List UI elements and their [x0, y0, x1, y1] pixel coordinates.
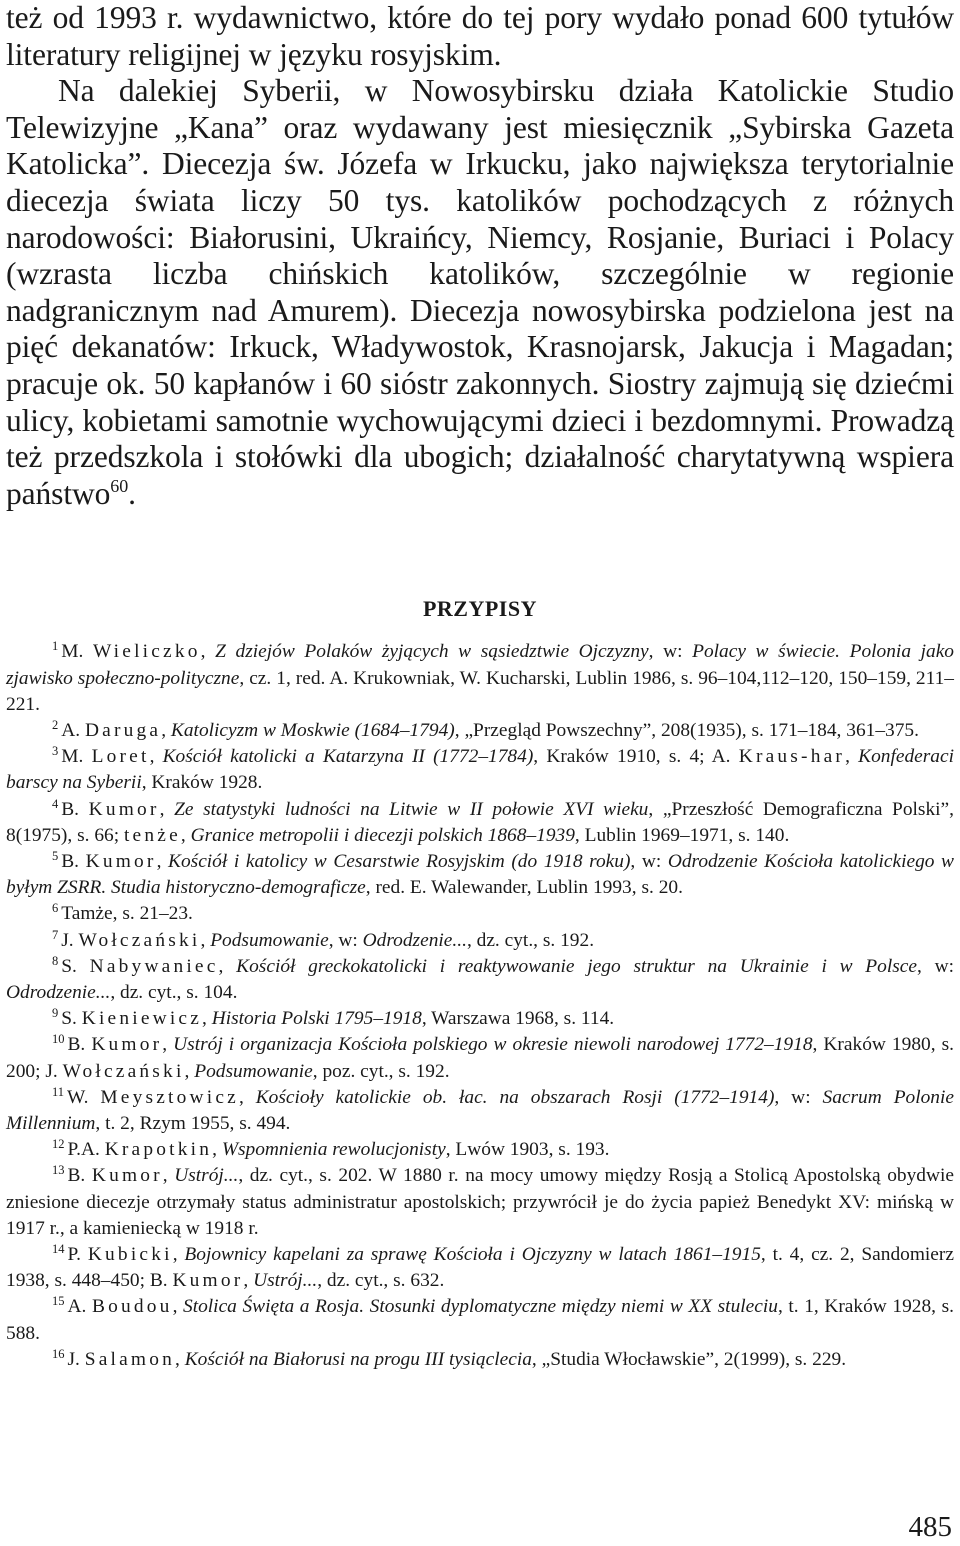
fn-author: Daruga	[84, 719, 162, 741]
fn-text: , w:	[774, 1086, 823, 1108]
fn-text: B.	[61, 850, 86, 872]
footnote-number: 15	[52, 1294, 65, 1309]
fn-author: Kumor	[172, 1270, 244, 1292]
fn-title: Kościół i katolicy w Cesarstwie Rosyjskim (do 1918 roku)	[168, 850, 631, 872]
footnote-8	[6, 954, 954, 1006]
footnote-6	[6, 901, 954, 927]
fn-title: Odrodzenie...	[6, 981, 111, 1003]
fn-author: Kubicki	[87, 1243, 173, 1265]
fn-text: , Lwów 1903, s. 193.	[445, 1139, 610, 1161]
fn-text: ,	[238, 1086, 256, 1108]
fn-text: , Kraków 1980, s. 200; J.	[6, 1034, 955, 1082]
footnote-number: 10	[52, 1032, 65, 1047]
section-heading-przypisy: PRZYPISY	[422, 596, 537, 622]
fn-title: Ustrój...	[253, 1270, 318, 1292]
fn-author: tenże	[123, 824, 181, 846]
fn-author: Kumor	[91, 1165, 163, 1187]
fn-text: ,	[161, 719, 171, 741]
fn-text: , t. 4, cz. 2, Sandomierz 1938, s. 448–450; B.	[6, 1243, 954, 1292]
fn-text: , t. 2, Rzym 1955, s. 494.	[95, 1112, 291, 1134]
fn-text: ,	[162, 1034, 174, 1056]
fn-title: Katolicyzm w Moskwie (1684–1794)	[170, 719, 455, 741]
footnote-number: 2	[52, 717, 59, 732]
footnotes-list	[6, 639, 954, 1373]
fn-text: , t. 1, Kraków 1928, s. 588.	[6, 1296, 954, 1344]
footnote-number: 4	[52, 796, 59, 811]
fn-title: Kościoły katolickie ob. łac. na obszarach Rosji (1772–1914)	[255, 1086, 775, 1108]
fn-title: Kościół na Białorusi na progu III tysiąclecia	[184, 1348, 532, 1370]
footnote-14	[6, 1242, 954, 1294]
fn-text: ,	[175, 1348, 185, 1370]
fn-title: Kościół greckokatolicki i reaktywowanie jego struktur na Ukrainie i w Polsce	[236, 955, 917, 977]
fn-title: Wspomnienia rewolucjonisty	[221, 1139, 446, 1161]
footnote-ref-60[interactable]: 60	[110, 475, 129, 496]
footnote-10	[6, 1032, 954, 1084]
fn-title: Stolica Święta a Rosja. Stosunki dyplomatyczne między niemi w XX stuleciu	[183, 1296, 778, 1318]
fn-text: ,	[159, 798, 175, 820]
fn-text: ,	[156, 850, 169, 872]
fn-author: Krapotkin	[104, 1139, 213, 1161]
fn-text: , w:	[630, 850, 668, 872]
footnote-12	[6, 1137, 954, 1163]
fn-title: Kościół katolicki a Katarzyna II (1772–1784)	[162, 746, 534, 768]
fn-text: ,	[149, 746, 163, 768]
footnote-9	[6, 1006, 954, 1032]
fn-text: , dz. cyt., s. 632.	[317, 1270, 445, 1292]
fn-text: , Lublin 1969–1971, s. 140.	[574, 824, 790, 846]
fn-author: Wołczański	[62, 1060, 185, 1082]
fn-text: ,	[845, 746, 859, 768]
fn-title: Podsumowanie	[210, 929, 329, 951]
fn-title: Polacy w świecie. Polonia jako zjawisko społeczno-polityczne	[6, 641, 955, 689]
fn-title: Odrodzenie...	[362, 929, 467, 951]
fn-title: Odrodzenie Kościoła katolickiego w byłym ZSRR. Studia historyczno-demograficze	[6, 850, 954, 899]
fn-text: ,	[200, 929, 211, 951]
paragraph-siberia-text: Na dalekiej Syberii, w Nowosybirsku działa Katolickie Studio Telewizyjne „Kana” oraz wydawany jest miesięcznik „Sybirska Gazeta Katolicka”. Diecezja św. Józefa w Irkucku, jako największa terytorialnie diecezja świata liczy 50 tys. katolików pochodzących z różnych narodowości: Białorusini, Ukraińcy, Niemcy, Rosjanie, Buriaci i Polacy (wzrasta liczba chińskich katolików, szczególnie w regionie nadgranicznym nad Amurem). Diecezja nowosybirska podzielona jest na pięć dekanatów: Irkuck, Władywostok, Krasnojarsk, Jakucja i Magadan; pracuje ok. 50 kapłanów i 60 sióstr zakonnych. Siostry zajmują się dziećmi ulicy, kobietami samotnie wychowującymi dzieci i bezdomnymi. Prowadzą też przedszkola i stołówki dla ubogich; działalność charytatywną wspiera państwo	[6, 73, 954, 511]
fn-text: J.	[67, 1348, 85, 1370]
fn-title: Ze statystyki ludności na Litwie w II połowie XVI wieku	[174, 798, 649, 820]
fn-author: Boudou	[91, 1296, 173, 1318]
footnote-13	[6, 1163, 954, 1242]
main-text	[6, 0, 954, 512]
fn-text: ,	[180, 824, 191, 846]
footnote-1	[6, 639, 954, 718]
fn-text: M.	[61, 746, 92, 768]
footnote-number: 8	[52, 953, 59, 968]
fn-text: ,	[184, 1060, 195, 1082]
fn-author: Meysztowicz	[100, 1086, 239, 1108]
footnote-16	[6, 1347, 954, 1373]
fn-author: Kraus-har	[738, 746, 846, 768]
fn-title: Granice metropolii i diecezji polskich 1868–1939	[190, 824, 575, 846]
fn-text: B.	[67, 1034, 92, 1056]
footnote-number: 6	[52, 901, 59, 916]
fn-text: S.	[61, 1008, 82, 1030]
fn-author: Nabywaniec	[89, 955, 219, 977]
fn-title: Konfederaci barscy na Syberii	[6, 746, 954, 794]
fn-text: W.	[67, 1086, 101, 1108]
footnote-number: 16	[52, 1346, 65, 1361]
fn-text: P.	[67, 1243, 88, 1265]
fn-text: ,	[172, 1296, 184, 1318]
footnote-number: 1	[52, 639, 59, 654]
fn-text: ,	[212, 1139, 222, 1161]
fn-title: Bojownicy kapelani za sprawę Kościoła i Ojczyzny w latach 1861–1915	[184, 1243, 761, 1265]
footnote-number: 9	[52, 1006, 59, 1021]
footnote-number: 7	[52, 927, 59, 942]
fn-text: ,	[162, 1165, 175, 1187]
page-number: 485	[908, 1511, 952, 1543]
paragraph-end: .	[128, 475, 136, 511]
fn-text: S.	[61, 955, 90, 977]
fn-text: ,	[243, 1270, 254, 1292]
footnote-number: 11	[52, 1084, 65, 1099]
paragraph-continued: też od 1993 r. wydawnictwo, które do tej pory wydało ponad 600 tytułów literatury religijnej w języku rosyjskim.	[6, 0, 954, 72]
fn-author: Salamon	[84, 1348, 176, 1370]
fn-text: Tamże, s. 21–23.	[61, 903, 193, 925]
fn-text: , dz. cyt., s. 202. W 1880 r. na mocy umowy między Rosją a Stolicą Apostolską obydwie zniesione diecezje otrzymały status administratur apostolskich; przywrócił je do życia papież Benedykt XV: mińską w 1917 r., a kamieniecką w 1918 r.	[6, 1165, 954, 1239]
footnote-number: 13	[52, 1163, 65, 1178]
fn-title: Sacrum Polonie Millennium	[6, 1086, 955, 1134]
fn-text: , „Przeszłość Demograficzna Polski”, 8(1975), s. 66;	[6, 798, 954, 846]
fn-text: ,	[172, 1243, 185, 1265]
fn-title: Podsumowanie	[194, 1060, 313, 1082]
footnote-number: 14	[52, 1241, 65, 1256]
fn-text: , cz. 1, red. A. Krukowniak, W. Kucharski, Lublin 1986, s. 96–104,112–120, 150–159, 211–221.	[6, 667, 954, 715]
fn-text: , „Studia Włocławskie”, 2(1999), s. 229.	[531, 1348, 847, 1370]
fn-title: Z dziejów Polaków żyjących w sąsiedztwie Ojczyzny	[215, 641, 649, 663]
footnote-number: 5	[52, 848, 59, 863]
fn-title: Ustrój i organizacja Kościoła polskiego w okresie niewoli narodowej 1772–1918	[173, 1034, 813, 1056]
footnote-2	[6, 718, 954, 744]
fn-author: Kumor	[88, 798, 160, 820]
fn-text: , „Przegląd Powszechny”, 208(1935), s. 171–184, 361–375.	[454, 719, 919, 741]
fn-text: , w:	[328, 929, 363, 951]
fn-text: , dz. cyt., s. 192.	[466, 929, 595, 951]
fn-text: , Kraków 1928.	[141, 772, 263, 794]
fn-text: , w:	[916, 955, 954, 977]
fn-text: , Warszawa 1968, s. 114.	[421, 1008, 615, 1030]
footnote-15	[6, 1294, 954, 1346]
fn-text: B.	[61, 798, 89, 820]
fn-text: , poz. cyt., s. 192.	[312, 1060, 450, 1082]
fn-text: ,	[200, 641, 216, 663]
fn-text: P.A.	[67, 1139, 105, 1161]
fn-text: , dz. cyt., s. 104.	[110, 981, 238, 1003]
footnote-4	[6, 797, 954, 849]
fn-author: Kumor	[91, 1034, 163, 1056]
footnote-3	[6, 744, 954, 796]
fn-author: Kumor	[85, 850, 157, 872]
fn-author: Wieliczko	[92, 641, 201, 663]
fn-text: , Kraków 1910, s. 4; A.	[533, 746, 739, 768]
fn-text: A.	[61, 719, 85, 741]
fn-text: M.	[61, 641, 93, 663]
fn-author: Kieniewicz	[81, 1008, 203, 1030]
footnote-7	[6, 928, 954, 954]
fn-text: , w:	[648, 641, 693, 663]
fn-text: B.	[67, 1165, 92, 1187]
footnote-number: 3	[52, 744, 59, 759]
fn-title: Ustrój...	[174, 1165, 239, 1187]
fn-text: J.	[61, 929, 79, 951]
fn-author: Loret	[91, 746, 150, 768]
fn-text: A.	[67, 1296, 92, 1318]
fn-author: Wołczański	[78, 929, 201, 951]
footnote-5	[6, 849, 954, 901]
fn-text: ,	[218, 955, 237, 977]
fn-text: ,	[202, 1008, 212, 1030]
footnote-11	[6, 1085, 954, 1137]
paragraph-siberia	[6, 73, 954, 512]
fn-text: , red. E. Walewander, Lublin 1993, s. 20.	[365, 877, 683, 899]
footnote-number: 12	[52, 1137, 65, 1152]
fn-title: Historia Polski 1795–1918	[211, 1008, 422, 1030]
